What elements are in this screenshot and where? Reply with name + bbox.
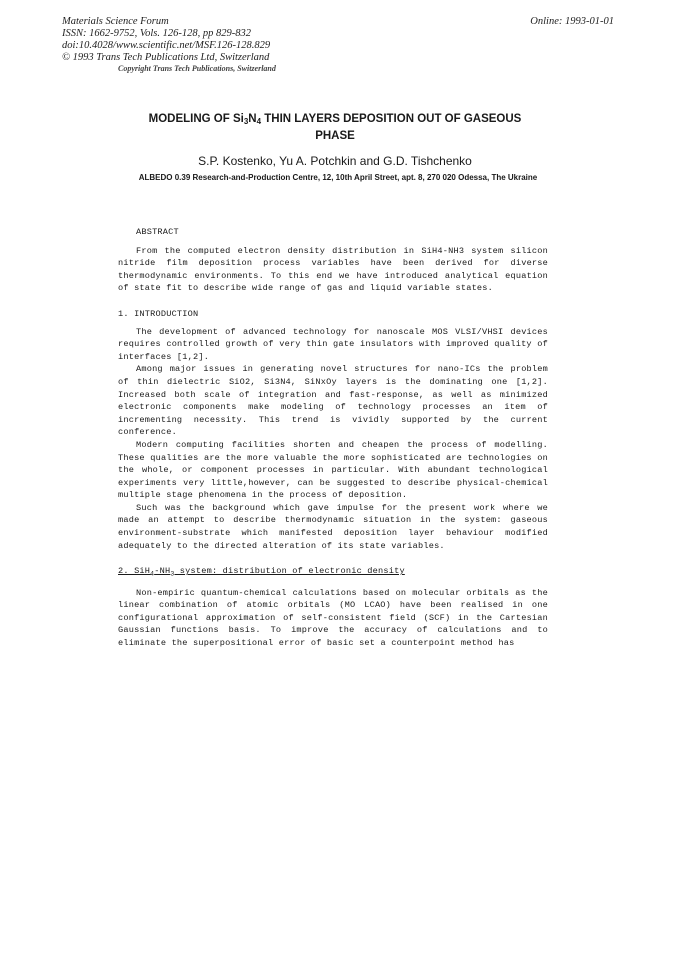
paper-title: MODELING OF $Si_3N_4$ THIN LAYERS DEPOSITION OUT OF GASEOUS PHASE (148, 113, 522, 142)
copyright-line: © 1993 Trans Tech Publications Ltd, Switzerland (62, 52, 270, 63)
introduction-heading: 1. INTRODUCTION (118, 308, 199, 319)
small-copyright: Copyright Trans Tech Publications, Switzerland (118, 64, 276, 73)
intro-paragraph: Modern computing facilities shorten and cheapen the process of modelling. These qualities are the more valuable the more sophisticated are technologies on the whole, or component processes in particular. With abundant technological experiments very little,however, can be suggested to describe physical-chemical multiple stage phenomena in the process of deposition. (118, 439, 548, 501)
journal-name: Materials Science Forum (62, 16, 169, 27)
doi-line: doi:10.4028/www.scientific.net/MSF.126-128.829 (62, 40, 271, 51)
affiliation: ALBEDO 0.39 Research-and-Production Centre, 12, 10th April Street, apt. 8, 270 020 Odessa, The Ukraine (138, 173, 538, 182)
publication-metadata (62, 16, 270, 64)
intro-paragraph: Such was the background which gave impulse for the present work where we made an attempt to describe thermodynamic situation in the system: gaseous environment-substrate which manifested deposition layer behaviour modified adequately to the directed alteration of its state variables. (118, 502, 548, 551)
authors: S.P. Kostenko, Yu A. Potchkin and G.D. Tishchenko (198, 154, 472, 168)
paper-body (118, 226, 548, 650)
abstract-text: From the computed electron density distribution in SiH4-NH3 system silicon nitride film deposition process variables have been derived for diverse thermodynamic environments. To this end we have introduced analytical equation of state fit to describe wide range of gas and liquid variable states. (118, 245, 548, 294)
section2-heading: 2. $SiH_4-NH_3$ system: distribution of electronic density (118, 566, 405, 578)
issn-line: ISSN: 1662-9752, Vols. 126-128, pp 829-832 (62, 28, 251, 39)
intro-paragraph: The development of advanced technology for nanoscale MOS VLSI/VHSI devices requires controlled growth of very thin gate insulators with improved quality of interfaces [1,2]. (118, 326, 548, 362)
online-date: Online: 1993-01-01 (530, 16, 614, 27)
section2-text: Non-empiric quantum-chemical calculations based on molecular orbitals as the linear combination of atomic orbitals (MO LCAO) have been realised in one configurational approximation of self-consistent field (SCF) in the Cartesian Gaussian functions basis. To improve the accuracy of calculations and to eliminate the superpositional error of basic set a counterpoint method has (118, 587, 548, 648)
abstract-heading: ABSTRACT (136, 227, 179, 237)
intro-paragraph: Among major issues in generating novel structures for nano-ICs the problem of thin dielectric SiO2, Si3N4, SiNxOy layers is the dominating one [1,2]. Increased both scale of integration and fast-response, as well as minimized electronic components make modeling of technology processes an item of incrementing necessity. This trend is vividly supported by the current conference. (118, 364, 548, 438)
